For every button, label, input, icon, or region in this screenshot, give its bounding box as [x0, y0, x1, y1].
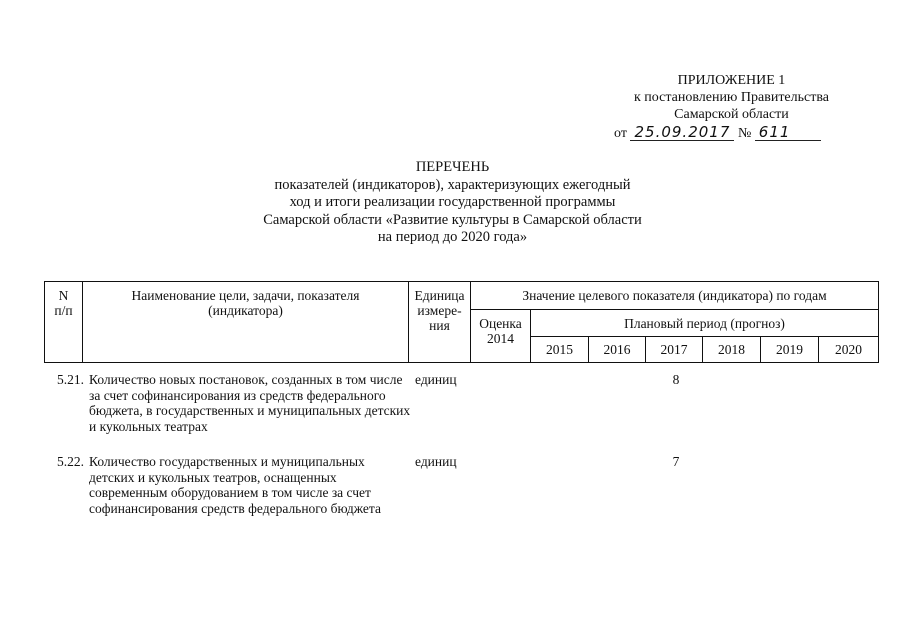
resolution-date: 25.09.2017: [630, 124, 734, 141]
appendix-line-2: Самарской области: [674, 107, 789, 122]
row-value-2017: 8: [672, 372, 680, 387]
heading-line-3: Самарской области «Развитие культуры в Самарской области: [263, 211, 642, 228]
heading-line-4: на период до 2020 года»: [377, 229, 528, 245]
row-indicator-name: Количество новых постановок, созданных в том числе за счет софинансирования из средств федерального бюджета, в государственных и муниципальных детских и кукольных театрах: [89, 372, 411, 434]
header-year-2017: 2017: [646, 337, 703, 363]
resolution-number: 611: [755, 124, 821, 141]
header-year-2018: 2018: [703, 337, 761, 363]
header-name: Наименование цели, задачи, показателя (индикатора): [83, 282, 409, 363]
header-year-2019: 2019: [761, 337, 819, 363]
row-unit: единиц: [415, 372, 457, 387]
appendix-title: ПРИЛОЖЕНИЕ 1: [677, 73, 786, 88]
row-unit: единиц: [415, 454, 457, 469]
header-num: N п/п: [45, 282, 83, 363]
date-prefix: от: [614, 126, 627, 141]
header-year-2016: 2016: [589, 337, 646, 363]
document-heading: [0, 159, 905, 247]
indicators-table-header: [44, 281, 879, 363]
appendix-line-1: к постановлению Правительства: [633, 90, 829, 105]
row-number: 5.22.: [57, 454, 84, 469]
header-year-2015: 2015: [531, 337, 589, 363]
header-planned: Плановый период (прогноз): [531, 310, 879, 337]
heading-title: ПЕРЕЧЕНЬ: [415, 159, 490, 175]
header-unit: Единица измере-ния: [409, 282, 471, 363]
row-indicator-name: Количество государственных и муниципальных детских и кукольных театров, оснащенных современным оборудованием в том числе за счет софинансирования средств федерального бюджета: [89, 454, 381, 516]
appendix-block: [634, 72, 829, 123]
heading-line-2: ход и итоги реализации государственной программы: [289, 194, 616, 210]
header-estimate: Оценка 2014: [471, 310, 531, 363]
number-prefix: №: [737, 126, 752, 141]
header-values: Значение целевого показателя (индикатора) по годам: [471, 282, 879, 310]
heading-line-1: показателей (индикаторов), характеризующих ежегодный: [274, 176, 631, 193]
row-value-2017: 7: [672, 454, 680, 469]
resolution-date-line: [614, 124, 821, 142]
header-year-2020: 2020: [819, 337, 879, 363]
row-number: 5.21.: [57, 372, 84, 387]
